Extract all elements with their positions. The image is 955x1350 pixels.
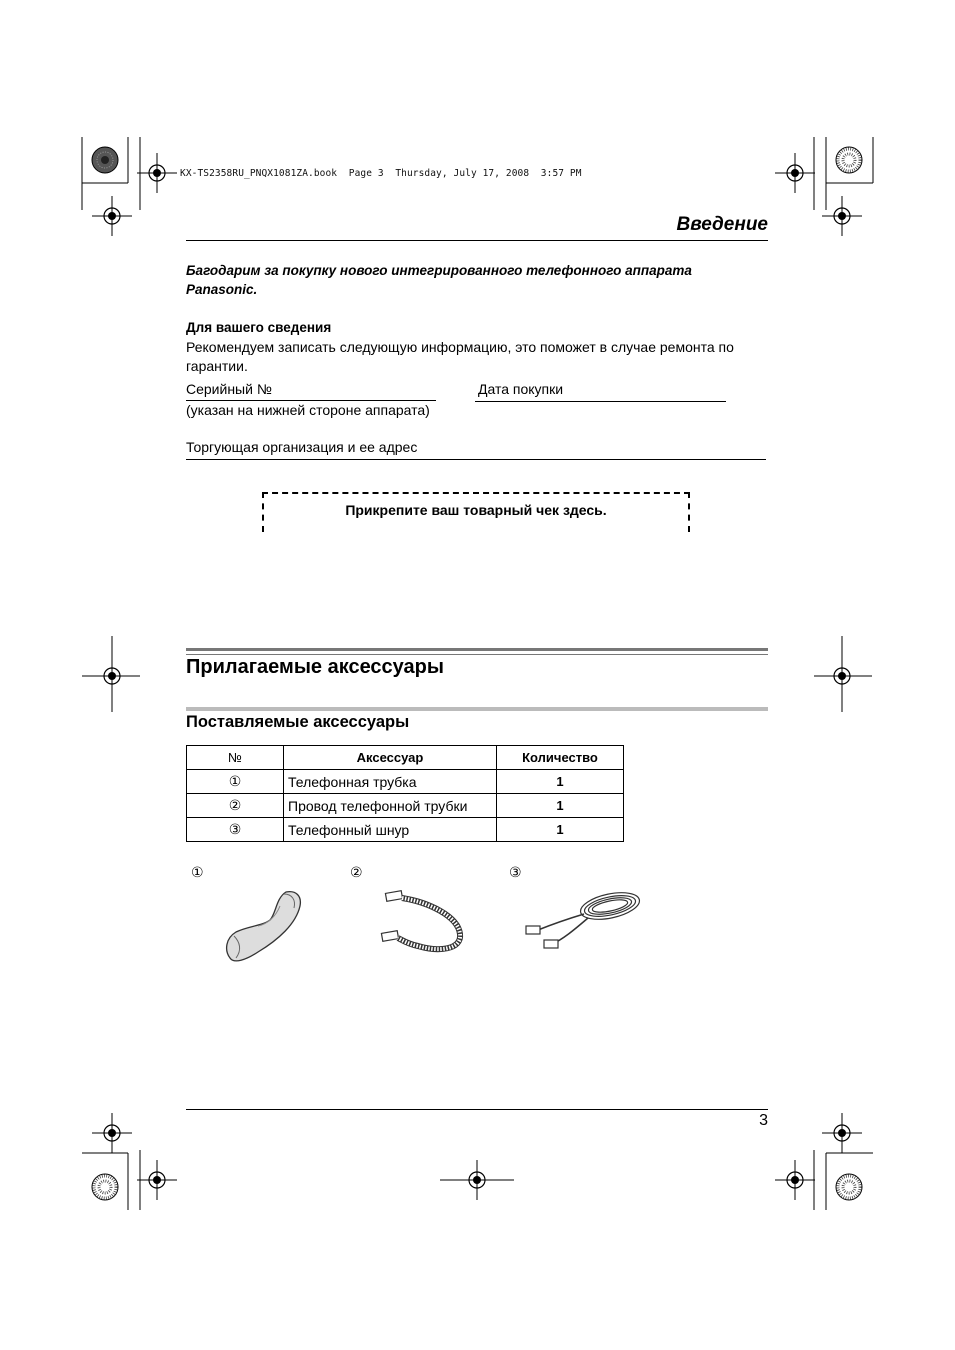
thanks-text: Багодарим за покупку нового интегрированного телефонного аппарата Panasonic. xyxy=(186,263,692,297)
illustration-label-handset: ① xyxy=(191,864,204,880)
serial-number-note: (указан на нижней стороне аппарата) xyxy=(186,402,430,418)
header-rule xyxy=(186,240,768,241)
row-number: ① xyxy=(187,770,284,794)
row-accessory: Телефонная трубка xyxy=(284,770,497,794)
row-number: ② xyxy=(187,794,284,818)
info-text: Рекомендуем записать следующую информацию, это поможет в случае ремонта по гарантии. xyxy=(186,339,734,374)
row-quantity: 1 xyxy=(497,794,624,818)
serial-number-line xyxy=(186,400,436,401)
illustration-label-line-cord: ③ xyxy=(509,864,522,880)
table-header-row xyxy=(187,746,624,770)
col-header-quantity: Количество xyxy=(497,746,624,770)
section-title: Введение xyxy=(676,214,768,235)
accessories-table xyxy=(186,745,624,842)
col-header-accessory: Аксессуар xyxy=(284,746,497,770)
info-heading: Для вашего сведения xyxy=(186,320,332,335)
illustration-label-coiled-cord: ② xyxy=(350,864,363,880)
heading-bar xyxy=(186,648,768,651)
page-number: 3 xyxy=(759,1112,768,1129)
dealer-label: Торгующая организация и ее адрес xyxy=(186,439,418,455)
purchase-date-line xyxy=(475,401,726,402)
row-quantity: 1 xyxy=(497,770,624,794)
coiled-cord-icon xyxy=(378,888,468,958)
handset-icon xyxy=(218,886,308,968)
book-info-line: KX-TS2358RU_PNQX1081ZA.book Page 3 Thursday, July 17, 2008 3:57 PM xyxy=(180,168,582,179)
serial-number-label: Серийный № xyxy=(186,381,272,397)
col-header-no: № xyxy=(187,746,284,770)
heading-bar-thin xyxy=(186,654,768,655)
table-row xyxy=(187,794,624,818)
star-target-icon xyxy=(92,147,118,173)
row-quantity: 1 xyxy=(497,818,624,842)
table-row xyxy=(187,818,624,842)
row-accessory: Провод телефонной трубки xyxy=(284,794,497,818)
receipt-box-text: Прикрепите ваш товарный чек здесь. xyxy=(345,502,607,518)
purchase-date-label: Дата покупки xyxy=(478,381,564,397)
row-number: ③ xyxy=(187,818,284,842)
table-row xyxy=(187,770,624,794)
row-accessory: Телефонный шнур xyxy=(284,818,497,842)
accessories-heading: Прилагаемые аксессуары xyxy=(186,656,444,678)
telephone-line-cord-icon xyxy=(524,888,649,954)
accessories-subheading: Поставляемые аксессуары xyxy=(186,713,410,731)
footer-rule xyxy=(186,1109,768,1110)
subheading-bar xyxy=(186,707,768,711)
dealer-line xyxy=(186,459,766,460)
